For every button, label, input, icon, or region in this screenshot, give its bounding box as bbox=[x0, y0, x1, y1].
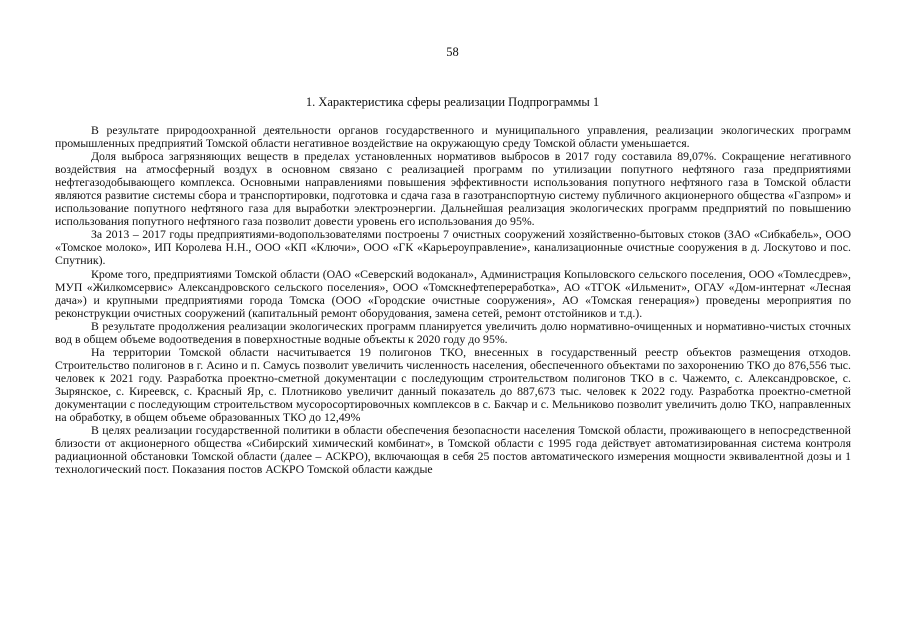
paragraph: Доля выброса загрязняющих веществ в пределах установленных нормативов выбросов в 2017 году составила 89,07%. Сокращение негативного воздействия на атмосферный воздух в основном связано с реализацией программ по утилизации попутного нефтяного газа предприятиями нефтегазодобывающего комплекса. Основными направлениями повышения эффективности использования попутного нефтяного газа в Томской области являются развитие системы сбора и транспортировки, подготовка и сдача газа в газотранспортную систему публичного акционерного общества «Газпром» и использование попутного нефтяного газа для выработки электроэнергии. Дальнейшая реализация экологических программ предприятий по повышению использования попутного нефтяного газа позволит довести уровень его использования до 95%. bbox=[55, 149, 851, 229]
paragraph: В целях реализации государственной политики в области обеспечения безопасности населения Томской области, проживающего в непосредственной близости от акционерного общества «Сибирский химический комбинат», в Томской области с 1995 года действует автоматизированная система контроля радиационной обстановки Томской области (далее – АСКРО), включающая в себя 25 постов автоматического измерения мощности эквивалентной дозы и 1 технологический пост. Показания постов АСКРО Томской области каждые bbox=[55, 423, 851, 477]
paragraph: За 2013 – 2017 годы предприятиями-водопользователями построены 7 очистных сооружений хозяйственно-бытовых стоков (ЗАО «Сибкабель», ООО «Томское молоко», ИП Королева Н.Н., ООО «КП «Ключи», ООО «ГК «Карьероуправление», канализационные очистные сооружения в д. Лоскутово и пос. Спутник). bbox=[55, 227, 851, 268]
body-text bbox=[55, 124, 851, 476]
paragraph: В результате продолжения реализации экологических программ планируется увеличить долю нормативно-очищенных и нормативно-чистых сточных вод в общем объеме водоотведения в поверхностные водные объекты к 2020 году до 95%. bbox=[55, 318, 851, 346]
paragraph: В результате природоохранной деятельности органов государственного и муниципального управления, реализации экологических программ промышленных предприятий Томской области негативное воздействие на окружающую среду Томской области уменьшается. bbox=[55, 123, 851, 151]
paragraph: Кроме того, предприятиями Томской области (ОАО «Северский водоканал», Администрация Копыловского сельского поселения, ООО «Томлесдрев», МУП «Жилкомсервис» Александровского сельского поселения», ООО «Томскнефтепереработка», АО «ТГОК «Ильменит», ОГАУ «Дом-интернат «Лесная дача») и крупными предприятиями города Томска (ООО «Городские очистные сооружения», АО «Томская генерация») проведены мероприятия по реконструкции очистных сооружений (капитальный ремонт оборудования, замена сетей, ремонт отстойников и т.д.). bbox=[55, 266, 851, 320]
section-title: 1. Характеристика сферы реализации Подпрограммы 1 bbox=[305, 95, 600, 109]
paragraph: На территории Томской области насчитывается 19 полигонов ТКО, внесенных в государственный реестр объектов размещения отходов. Строительство полигонов в г. Асино и п. Самусь позволит увеличить численность населения, обеспеченного объектами по захоронению ТКО до 876,556 тыс. человек к 2021 году. Разработка проектно-сметной документации с последующим строительством полигонов ТКО в с. Чажемто, с. Александровское, с. Зырянское, с. Киреевск, с. Красный Яр, с. Плотниково увеличит данный показатель до 887,673 тыс. человек к 2022 году. Разработка проектно-сметной документации с последующим строительством мусоросортировочных комплексов в с. Бакчар и с. Мельниково позволит увеличить долю ТКО, направленных на обработку, в общем объеме образованных ТКО до 12,49% bbox=[55, 344, 851, 425]
page-number: 58 bbox=[446, 45, 459, 59]
